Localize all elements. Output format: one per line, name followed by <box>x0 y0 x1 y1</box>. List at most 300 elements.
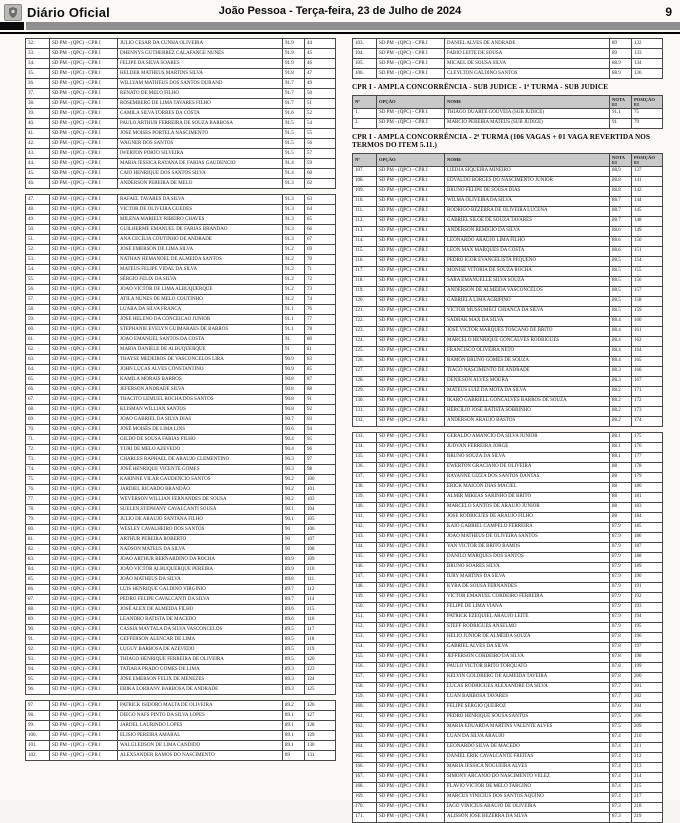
cell-opcao: SD PM - (QPC) - CPR I <box>50 605 118 615</box>
cell-number: 79. <box>26 515 50 525</box>
cell-opcao: SD PM - (QPC) - CPR I <box>377 326 445 336</box>
cell-number: 129. <box>353 386 377 396</box>
cell-number: 126. <box>353 356 377 366</box>
cell-nota-ei: 87.7 <box>610 692 632 702</box>
cell-nota-ei: 87.9 <box>610 572 632 582</box>
candidate-row <box>353 206 663 216</box>
cell-number: 62. <box>26 345 50 355</box>
cell-posicao-ei: 219 <box>632 812 663 822</box>
cell-nota-ei: 88.7 <box>610 196 632 206</box>
cell-name: JEFFERSON CORDEIRO DA SILVA <box>445 652 610 662</box>
cell-opcao: SD PM - (QPC) - CPR I <box>50 325 118 335</box>
cell-posicao-ei: 157 <box>632 286 663 296</box>
cell-opcao: SD PM - (QPC) - CPR I <box>377 592 445 602</box>
cell-opcao: SD PM - (QPC) - CPR I <box>50 595 118 605</box>
candidate-row <box>26 731 336 741</box>
cell-name: JOAO MATHEUS DE OLIVEIRA SANTOS <box>445 532 610 542</box>
subjudice-table <box>352 95 663 129</box>
cell-name: YURI DE MELO AZEVEDO <box>118 445 283 455</box>
table-header-row <box>353 153 663 166</box>
section-title-subjudice: CPR I - AMPLA CONCORRÊNCIA - SUB JUDICE - 1ª TURMA - SUB JUDICE <box>352 83 609 91</box>
cell-nota-ei: 91.3 <box>283 215 305 225</box>
candidate-row <box>353 672 663 682</box>
cell-number: 165. <box>353 752 377 762</box>
cell-opcao: SD PM - (QPC) - CPR I <box>50 59 118 69</box>
cell-name: LEONARDO SILVA DE MACEDO <box>445 742 610 752</box>
cell-posicao-ei: 69 <box>305 245 336 255</box>
cell-opcao: SD PM - (QPC) - CPR I <box>50 265 118 275</box>
cell-posicao-ei: 178 <box>632 462 663 472</box>
cell-nota-ei: 87.4 <box>610 772 632 782</box>
cell-number: 135. <box>353 452 377 462</box>
candidate-row <box>26 445 336 455</box>
cell-opcao: SD PM - (QPC) - CPR I <box>50 109 118 119</box>
cell-nota-ei: 89.5 <box>283 635 305 645</box>
page-header <box>0 0 680 22</box>
cell-number: 88. <box>26 605 50 615</box>
ranking-table-chunk-1 <box>25 38 336 189</box>
cell-nota-ei: 88 <box>610 472 632 482</box>
cell-posicao-ei: 134 <box>632 59 663 69</box>
cell-opcao: SD PM - (QPC) - CPR I <box>377 49 445 59</box>
cell-opcao: SD PM - (QPC) - CPR I <box>50 395 118 405</box>
cell-opcao: SD PM - (QPC) - CPR I <box>50 305 118 315</box>
cell-nota-ei: 88.5 <box>610 286 632 296</box>
candidate-row <box>353 592 663 602</box>
cell-name: FABIO LEITE DE SOUSA <box>445 49 610 59</box>
cell-opcao: SD PM - (QPC) - CPR I <box>50 731 118 741</box>
cell-name: RAFAEL TAVARES DA SILVA <box>118 195 283 205</box>
cell-opcao: SD PM - (QPC) - CPR I <box>377 622 445 632</box>
cell-nota-ei: 90.8 <box>283 375 305 385</box>
cell-posicao-ei: 158 <box>632 296 663 306</box>
candidate-row <box>353 742 663 752</box>
cell-nota-ei: 87.9 <box>610 622 632 632</box>
cell-posicao-ei: 142 <box>632 186 663 196</box>
cell-name: KELVIN GOLDBERG DE ALMEIDA TAVEIRA <box>445 672 610 682</box>
cell-opcao: SD PM - (QPC) - CPR I <box>50 169 118 179</box>
cell-opcao: SD PM - (QPC) - CPR I <box>50 99 118 109</box>
cell-posicao-ei: 164 <box>632 346 663 356</box>
candidate-row <box>26 415 336 425</box>
candidate-row <box>26 355 336 365</box>
cell-opcao: SD PM - (QPC) - CPR I <box>377 376 445 386</box>
cell-name: ANDERSON DE ALMEIDA VASCONCELOS <box>445 286 610 296</box>
candidate-row <box>353 366 663 376</box>
cell-name: MATEUS LUIZ DA MOTA DA SILVA <box>445 386 610 396</box>
cell-name: CASSIA MAYTALA DA SILVA VASCONCELOS <box>118 625 283 635</box>
cell-name: ALMIR MIKEAS SARINHO DE BRITO <box>445 492 610 502</box>
cell-posicao-ei: 73 <box>305 285 336 295</box>
cell-number: 137. <box>353 472 377 482</box>
cell-posicao-ei: 115 <box>305 605 336 615</box>
candidate-row <box>353 376 663 386</box>
cell-opcao: SD PM - (QPC) - CPR I <box>50 365 118 375</box>
candidate-row <box>353 296 663 306</box>
cell-name: PEDRO IGOR EVANGELISTA PEQUENO <box>445 256 610 266</box>
cell-posicao-ei: 186 <box>632 532 663 542</box>
cell-nota-ei: 89.5 <box>283 645 305 655</box>
cell-name: RENATO DE MELO FILHO <box>118 89 283 99</box>
candidate-row <box>26 615 336 625</box>
cell-nota-ei: 87.7 <box>610 682 632 692</box>
cell-posicao-ei: 197 <box>632 642 663 652</box>
cell-name: WAGNER DOS SANTOS <box>118 139 283 149</box>
cell-opcao: SD PM - (QPC) - CPR I <box>377 712 445 722</box>
cell-opcao: SD PM - (QPC) - CPR I <box>50 375 118 385</box>
cell-number: 105. <box>353 59 377 69</box>
cell-nota-ei: 87.8 <box>610 672 632 682</box>
candidate-row <box>353 442 663 452</box>
cell-posicao-ei: 47 <box>305 69 336 79</box>
cell-opcao: SD PM - (QPC) - CPR I <box>50 139 118 149</box>
cell-opcao: SD PM - (QPC) - CPR I <box>377 396 445 406</box>
cell-name: IAGO VINICIUS ARAUJO DE OLIVEIRA <box>445 802 610 812</box>
cell-number: 47. <box>26 195 50 205</box>
cell-name: IURY MARTINS DA SILVA <box>445 572 610 582</box>
cell-name: BRUNO SOARES SILVA <box>445 562 610 572</box>
cell-name: JOSE HELENO DA CONCEICAO JUNIOR <box>118 315 283 325</box>
cell-posicao-ei: 79 <box>632 118 663 128</box>
cell-opcao: SD PM - (QPC) - CPR I <box>50 255 118 265</box>
cell-name: VICTOR DE OLIVEIRA GUEDES <box>118 205 283 215</box>
cell-number: 159. <box>353 692 377 702</box>
cell-name: IWERTON PORTO SILVEIRA <box>118 149 283 159</box>
cell-posicao-ei: 80 <box>305 335 336 345</box>
cell-name: KAMILA MORAIS BARROS <box>118 375 283 385</box>
candidate-row <box>353 356 663 366</box>
cell-opcao: SD PM - (QPC) - CPR I <box>50 475 118 485</box>
cell-opcao: SD PM - (QPC) - CPR I <box>377 672 445 682</box>
cell-nota-ei: 88.4 <box>610 336 632 346</box>
cell-nota-ei: 91.7 <box>283 89 305 99</box>
cell-posicao-ei: 71 <box>305 265 336 275</box>
cell-posicao-ei: 56 <box>305 139 336 149</box>
cell-nota-ei: 88.3 <box>610 376 632 386</box>
cell-name: FELIPE SERGIO QUEIROZ <box>445 702 610 712</box>
cell-name: KLISMAN WILLIAN SANTOS <box>118 405 283 415</box>
cell-name: THAYSE MEDEIROS DE VASCONCELOS LIRA <box>118 355 283 365</box>
candidate-row <box>26 49 336 59</box>
cell-opcao: SD PM - (QPC) - CPR I <box>50 751 118 761</box>
cell-name: MARIA JESSICA RAYANA DE FARIAS GAUDENCIO <box>118 159 283 169</box>
cell-name: MILENA MARIELY RIBEIRO CHAVES <box>118 215 283 225</box>
cell-nota-ei: 91.2 <box>283 295 305 305</box>
cell-posicao-ei: 184 <box>632 512 663 522</box>
cell-number: 112. <box>353 216 377 226</box>
cell-number: 164. <box>353 742 377 752</box>
cell-posicao-ei: 214 <box>632 772 663 782</box>
candidate-row <box>26 721 336 731</box>
candidate-row <box>26 495 336 505</box>
cell-number: 52. <box>26 245 50 255</box>
cell-posicao-ei: 111 <box>305 575 336 585</box>
candidate-row <box>26 235 336 245</box>
candidate-row <box>353 482 663 492</box>
cell-opcao: SD PM - (QPC) - CPR I <box>377 452 445 462</box>
cell-nota-ei: 91.8 <box>283 69 305 79</box>
cell-number: 32. <box>26 39 50 49</box>
cell-name: CLEYLTON GALDINO SANTOS <box>445 69 610 79</box>
cell-number: 96. <box>26 685 50 695</box>
candidate-row <box>26 525 336 535</box>
cell-posicao-ei: 128 <box>305 721 336 731</box>
cell-number: 160. <box>353 702 377 712</box>
cell-nota-ei: 88.5 <box>610 306 632 316</box>
candidate-row <box>26 159 336 169</box>
cell-nota-ei: 87.9 <box>610 592 632 602</box>
candidate-row <box>353 662 663 672</box>
candidate-row <box>353 472 663 482</box>
candidate-row <box>353 246 663 256</box>
cell-number: 107. <box>353 166 377 176</box>
candidate-row <box>26 585 336 595</box>
cell-nota-ei: 91.5 <box>283 119 305 129</box>
cell-opcao: SD PM - (QPC) - CPR I <box>50 235 118 245</box>
cell-posicao-ei: 133 <box>632 49 663 59</box>
cell-opcao: SD PM - (QPC) - CPR I <box>377 572 445 582</box>
cell-opcao: SD PM - (QPC) - CPR I <box>50 655 118 665</box>
cell-posicao-ei: 190 <box>632 572 663 582</box>
cell-posicao-ei: 132 <box>632 39 663 49</box>
cell-number: 61. <box>26 335 50 345</box>
cell-number: 34. <box>26 59 50 69</box>
cell-posicao-ei: 151 <box>632 246 663 256</box>
cell-number: 48. <box>26 205 50 215</box>
cell-opcao: SD PM - (QPC) - CPR I <box>377 386 445 396</box>
cell-name: ALEXSANDER RAMOS DO NASCIMENTO <box>118 751 283 761</box>
cell-name: ROSEMBERG DE LIMA TAVARES FILHO <box>118 99 283 109</box>
cell-posicao-ei: 74 <box>305 295 336 305</box>
cell-nota-ei: 88.6 <box>610 246 632 256</box>
cell-name: THIAGO HENRIQUE FERREIRA DE OLIVEIRA <box>118 655 283 665</box>
cell-opcao: SD PM - (QPC) - CPR I <box>377 802 445 812</box>
cell-opcao: SD PM - (QPC) - CPR I <box>377 39 445 49</box>
cell-nota-ei: 88.9 <box>610 59 632 69</box>
cell-name: KAIO GABRIEL CAMPELO FERREIRA <box>445 522 610 532</box>
cell-opcao: SD PM - (QPC) - CPR I <box>377 336 445 346</box>
cell-number: 167. <box>353 772 377 782</box>
cell-nota-ei: 91.4 <box>283 159 305 169</box>
candidate-row <box>26 265 336 275</box>
cell-number: 60. <box>26 325 50 335</box>
cell-nota-ei: 89.1 <box>283 741 305 751</box>
candidate-row <box>26 455 336 465</box>
cell-nota-ei: 88.2 <box>610 396 632 406</box>
cell-opcao: SD PM - (QPC) - CPR I <box>50 385 118 395</box>
cell-posicao-ei: 126 <box>305 701 336 711</box>
cell-nota-ei: 88.4 <box>610 326 632 336</box>
cell-nota-ei: 88.4 <box>610 346 632 356</box>
cell-name: LUAN BARBOSA TAVARES <box>445 692 610 702</box>
cell-name: FLAVIO VICTOR DE MELO TARGINO <box>445 782 610 792</box>
cell-opcao: SD PM - (QPC) - CPR I <box>50 79 118 89</box>
candidate-row <box>26 285 336 295</box>
cell-nota-ei: 87.9 <box>610 552 632 562</box>
cell-nota-ei: 91.9 <box>283 49 305 59</box>
cell-opcao: SD PM - (QPC) - CPR I <box>50 535 118 545</box>
cell-nota-ei: 87.8 <box>610 652 632 662</box>
candidate-row <box>353 572 663 582</box>
cell-posicao-ei: 159 <box>632 306 663 316</box>
cell-number: 75. <box>26 475 50 485</box>
cell-nota-ei: 89.3 <box>283 675 305 685</box>
cell-opcao: SD PM - (QPC) - CPR I <box>377 732 445 742</box>
cell-number: 37. <box>26 89 50 99</box>
cell-nota-ei: 90 <box>283 545 305 555</box>
cell-number: 54. <box>26 265 50 275</box>
cell-nota-ei: 89 <box>610 39 632 49</box>
cell-posicao-ei: 78 <box>305 325 336 335</box>
cell-nota-ei: 89.3 <box>283 665 305 675</box>
ranking-table-continuation <box>352 38 663 79</box>
cell-opcao: SD PM - (QPC) - CPR I <box>377 542 445 552</box>
cell-posicao-ei: 81 <box>305 345 336 355</box>
cell-nota-ei: 90 <box>283 535 305 545</box>
cell-number: 74. <box>26 465 50 475</box>
cell-nota-ei: 91.7 <box>283 99 305 109</box>
candidate-row <box>353 772 663 782</box>
cell-number: 113. <box>353 226 377 236</box>
cell-number: 89. <box>26 615 50 625</box>
candidate-row <box>353 69 663 79</box>
cell-nota-ei: 91.2 <box>283 275 305 285</box>
cell-number: 130. <box>353 396 377 406</box>
cell-opcao: SD PM - (QPC) - CPR I <box>377 612 445 622</box>
cell-name: VICTOR EMANUEL CORDEIRO FERREIRA <box>445 592 610 602</box>
cell-number: 86. <box>26 585 50 595</box>
cell-name: RODRIGO BEZERRA DE OLIVEIRA LUCENA <box>445 206 610 216</box>
cell-opcao: SD PM - (QPC) - CPR I <box>377 266 445 276</box>
cell-number: 71. <box>26 435 50 445</box>
cell-opcao: SD PM - (QPC) - CPR I <box>50 355 118 365</box>
cell-posicao-ei: 160 <box>632 316 663 326</box>
candidate-row <box>353 502 663 512</box>
cell-name: JOHN LUCAS ALVES CONSTANTINO <box>118 365 283 375</box>
cell-posicao-ei: 93 <box>305 415 336 425</box>
cell-opcao: SD PM - (QPC) - CPR I <box>377 472 445 482</box>
cell-number: 103. <box>353 39 377 49</box>
candidate-row <box>26 385 336 395</box>
cell-name: GILDO DE SOUSA FARIAS FILHO <box>118 435 283 445</box>
cell-number: 33. <box>26 49 50 59</box>
cell-number: 115. <box>353 246 377 256</box>
candidate-row <box>26 701 336 711</box>
cell-posicao-ei: 64 <box>305 205 336 215</box>
cell-name: MATEUS FELIPE VIDAL DA SILVA <box>118 265 283 275</box>
cell-opcao: SD PM - (QPC) - CPR I <box>377 166 445 176</box>
cell-posicao-ei: 110 <box>305 565 336 575</box>
cell-number: 150. <box>353 602 377 612</box>
cell-opcao: SD PM - (QPC) - CPR I <box>377 186 445 196</box>
cell-opcao: SD PM - (QPC) - CPR I <box>377 702 445 712</box>
cell-opcao: SD PM - (QPC) - CPR I <box>50 495 118 505</box>
cell-nota-ei: 87.6 <box>610 702 632 712</box>
cell-number: 41. <box>26 129 50 139</box>
candidate-row <box>26 365 336 375</box>
cell-name: DANIEL ERIK CAVALCANTE FREITAS <box>445 752 610 762</box>
candidate-row <box>26 605 336 615</box>
cell-nota-ei: 87.9 <box>610 582 632 592</box>
cell-opcao: SD PM - (QPC) - CPR I <box>50 335 118 345</box>
candidate-row <box>353 406 663 416</box>
cell-number: 156. <box>353 662 377 672</box>
cell-posicao-ei: 188 <box>632 552 663 562</box>
candidate-row <box>26 335 336 345</box>
cell-name: JULIO CESAR DA CUNHA OLIVEIRA <box>118 39 283 49</box>
cell-name: PEDRO FELIPE CAVALCANTI DA SILVA <box>118 595 283 605</box>
cell-opcao: SD PM - (QPC) - CPR I <box>377 118 445 128</box>
candidate-row <box>26 79 336 89</box>
cell-number: 170. <box>353 802 377 812</box>
cell-opcao: SD PM - (QPC) - CPR I <box>50 49 118 59</box>
cell-nota-ei: 88 <box>610 502 632 512</box>
candidate-row <box>26 645 336 655</box>
cell-opcao: SD PM - (QPC) - CPR I <box>377 236 445 246</box>
cell-number: 142. <box>353 522 377 532</box>
candidate-row <box>26 119 336 129</box>
cell-posicao-ei: 177 <box>632 452 663 462</box>
cell-number: 117. <box>353 266 377 276</box>
cell-name: CAIO HENRIQUE DOS SANTOS SILVA <box>118 169 283 179</box>
cell-number: 143. <box>353 532 377 542</box>
candidate-row <box>353 562 663 572</box>
cell-number: 90. <box>26 625 50 635</box>
cell-name: PATRICK EZEQUIEL ARAUJO LEITE <box>445 612 610 622</box>
cell-posicao-ei: 114 <box>305 595 336 605</box>
cell-posicao-ei: 175 <box>632 432 663 442</box>
cell-opcao: SD PM - (QPC) - CPR I <box>50 505 118 515</box>
cell-nota-ei: 91 <box>610 118 632 128</box>
cell-nota-ei: 90.9 <box>283 355 305 365</box>
candidate-row <box>353 186 663 196</box>
cell-name: MARCUS VINÍCIUS DOS SANTOS AQUINO <box>445 792 610 802</box>
cell-name: EWERTON GRACIANO DE OLIVEIRA <box>445 462 610 472</box>
candidate-row <box>26 565 336 575</box>
cell-opcao: SD PM - (QPC) - CPR I <box>377 226 445 236</box>
cell-nota-ei: 88.2 <box>610 406 632 416</box>
candidate-row <box>26 505 336 515</box>
cell-name: ARTHUR PEREIRA ROBERTO <box>118 535 283 545</box>
cell-opcao: SD PM - (QPC) - CPR I <box>377 442 445 452</box>
cell-opcao: SD PM - (QPC) - CPR I <box>50 525 118 535</box>
cell-posicao-ei: 137 <box>632 166 663 176</box>
city-crest-logo-icon <box>4 4 22 21</box>
cell-nota-ei: 91.4 <box>283 169 305 179</box>
candidate-row <box>26 675 336 685</box>
cell-posicao-ei: 181 <box>632 492 663 502</box>
candidate-row <box>26 295 336 305</box>
cell-name: LEANDRO BATISTA DE MACEDO <box>118 615 283 625</box>
candidate-row <box>26 129 336 139</box>
cell-name: STEFF RODRIGUES ANSELMO <box>445 622 610 632</box>
cell-number: 73. <box>26 455 50 465</box>
cell-posicao-ei: 167 <box>632 376 663 386</box>
cell-number: 149. <box>353 592 377 602</box>
cell-nota-ei: 88.8 <box>610 176 632 186</box>
candidate-row <box>26 255 336 265</box>
cell-nota-ei: 87.4 <box>610 782 632 792</box>
cell-posicao-ei: 98 <box>305 465 336 475</box>
cell-posicao-ei: 196 <box>632 632 663 642</box>
cell-posicao-ei: 44 <box>305 39 336 49</box>
cell-nota-ei: 90.3 <box>283 465 305 475</box>
cell-name: SADRAK MAX DA SILVA <box>445 316 610 326</box>
cell-posicao-ei: 51 <box>305 99 336 109</box>
cell-name: KARINNE VILAR GAUDENCIO SANTOS <box>118 475 283 485</box>
cell-opcao: SD PM - (QPC) - CPR I <box>377 512 445 522</box>
cell-number: 116. <box>353 256 377 266</box>
